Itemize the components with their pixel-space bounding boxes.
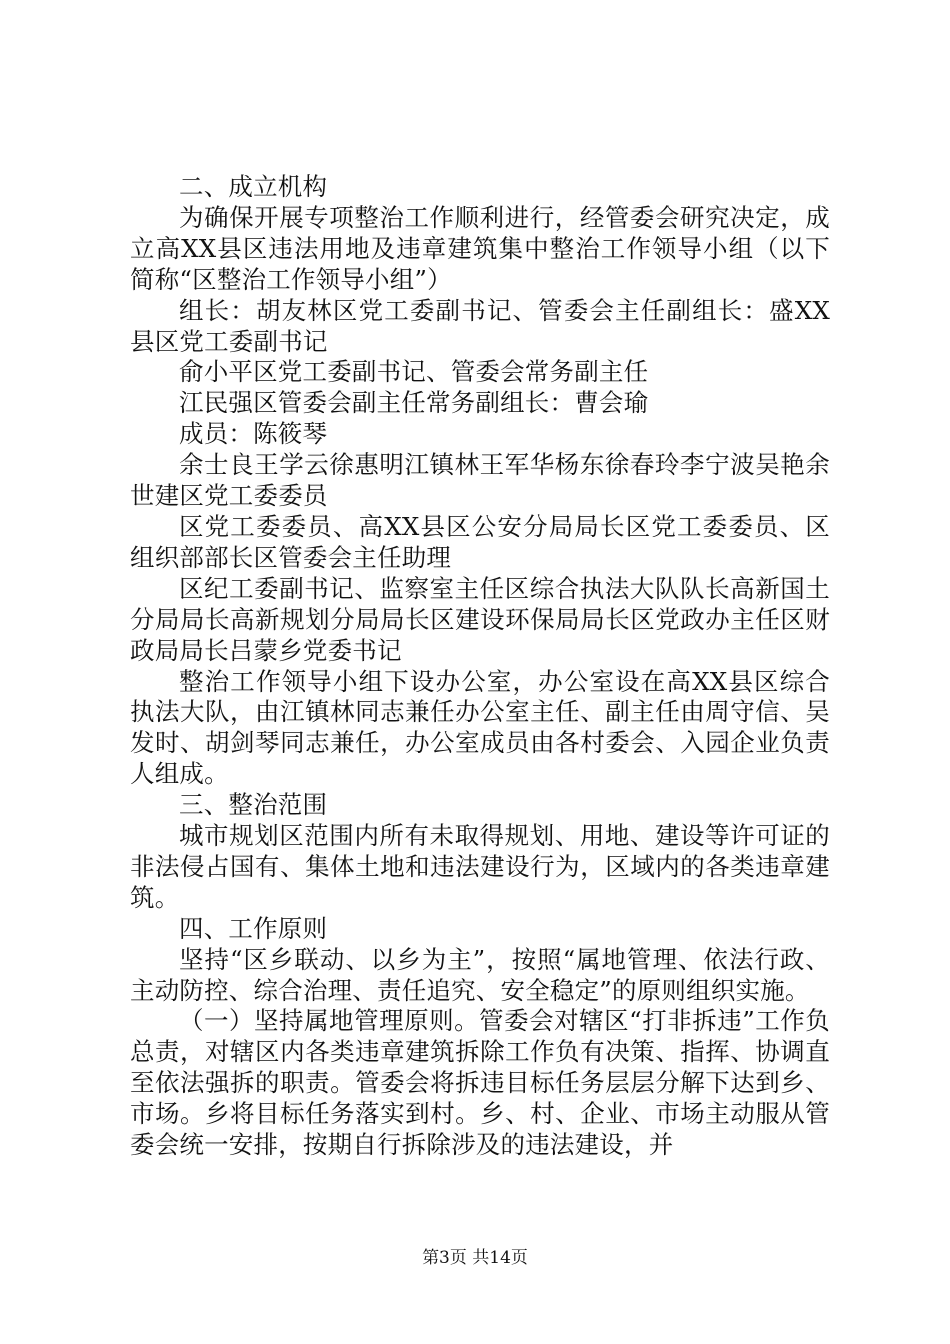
paragraph-executive-deputy-leader: 江民强区管委会副主任常务副组长：曹会瑜 bbox=[179, 388, 649, 418]
paragraph-members-label: 成员：陈筱琴 bbox=[179, 419, 328, 449]
section-heading-scope: 三、整治范围 bbox=[179, 790, 328, 820]
paragraph-office-setup: 整治工作领导小组下设办公室，办公室设在高XX县区综合执法大队，由江镇林同志兼任办公室主任、副主任由周守信、吴发时、胡剑琴同志兼任，办公室成员由各村委会、入园企业负责人组成。 bbox=[130, 666, 830, 789]
section-heading-principles: 四、工作原则 bbox=[179, 913, 328, 943]
paragraph-territorial-management: （一）坚持属地管理原则。管委会对辖区“打非拆违”工作负总责，对辖区内各类违章建筑拆除工作负有决策、指挥、协调直至依法强拆的职责。管委会将拆违目标任务层层分解下达到乡、市场。乡将目标任务落实到村。乡、村、企业、市场主动服从管委会统一安排，按期自行拆除涉及的违法建设，并 bbox=[130, 1006, 830, 1160]
paragraph-member-names: 余士良王学云徐惠明江镇林王军华杨东徐春玲李宁波吴艳余世建区党工委委员 bbox=[130, 450, 830, 511]
paragraph-principles-description: 坚持“区乡联动、以乡为主”，按照“属地管理、依法行政、主动防控、综合治理、责任追究、安全稳定”的原则组织实施。 bbox=[130, 944, 830, 1005]
paragraph-deputy-director: 俞小平区党工委副书记、管委会常务副主任 bbox=[179, 357, 649, 387]
paragraph-member-titles-1: 区党工委委员、高XX县区公安分局局长区党工委委员、区组织部部长区管委会主任助理 bbox=[130, 511, 830, 572]
document-body bbox=[130, 172, 830, 1161]
page-number-footer: 第3页 共14页 bbox=[422, 1248, 528, 1268]
paragraph-group-leader: 组长：胡友林区党工委副书记、管委会主任副组长：盛XX县区党工委副书记 bbox=[130, 295, 830, 356]
paragraph-member-titles-2: 区纪工委副书记、监察室主任区综合执法大队队长高新国土分局局长高新规划分局局长区建设环保局局长区党政办主任区财政局局长吕蒙乡党委书记 bbox=[130, 573, 830, 665]
paragraph-scope-description: 城市规划区范围内所有未取得规划、用地、建设等许可证的非法侵占国有、集体土地和违法建设行为，区域内的各类违章建筑。 bbox=[130, 821, 830, 912]
paragraph-leading-group-decision: 为确保开展专项整治工作顺利进行，经管委会研究决定，成立高XX县区违法用地及违章建筑集中整治工作领导小组（以下简称“区整治工作领导小组”） bbox=[130, 202, 830, 294]
section-heading-establish-organization: 二、成立机构 bbox=[179, 172, 328, 201]
